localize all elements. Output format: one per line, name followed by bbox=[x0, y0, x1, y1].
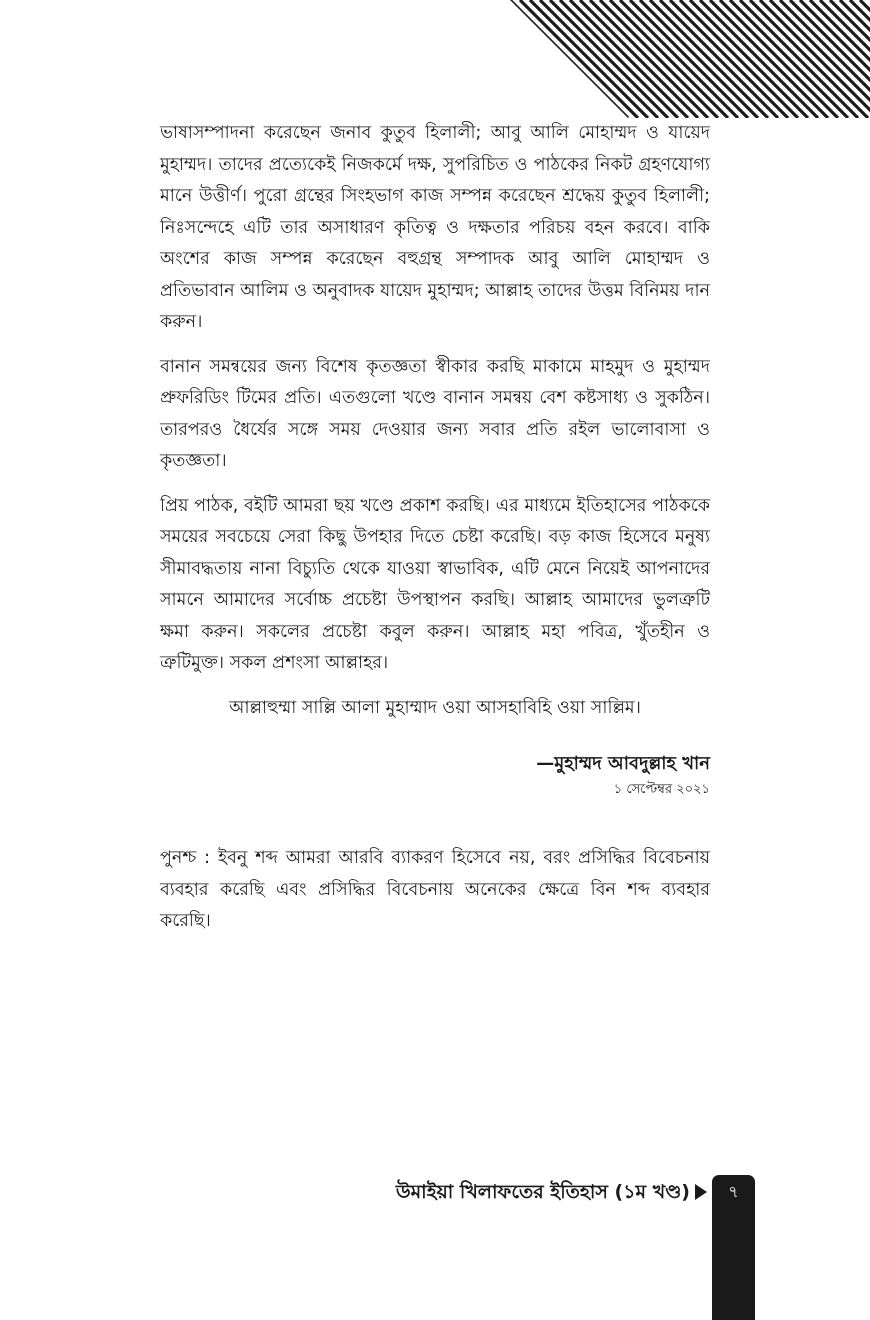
postscript: পুনশ্চ : ইবনু শব্দ আমরা আরবি ব্যাকরণ হিসেবে নয়, বরং প্রসিদ্ধির বিবেচনায় ব্যবহার করেছি এবং প্রসিদ্ধির বিবেচনায় অনেকের ক্ষেত্রে বিন শব্দ ব্যবহার করেছি। bbox=[160, 848, 710, 931]
corner-stripe-decoration bbox=[510, 0, 870, 118]
running-footer-title: উমাইয়া খিলাফতের ইতিহাস (১ম খণ্ড) bbox=[395, 1181, 690, 1203]
paragraph-reader: প্রিয় পাঠক, বইটি আমরা ছয় খণ্ডে প্রকাশ করছি। এর মাধ্যমে ইতিহাসের পাঠককে সময়ের সবচেয়ে সেরা কিছু উপহার দিতে চেষ্টা করেছি। বড় কাজ হিসেবে মনুষ্য সীমাবদ্ধতায় নানা বিচ্যুতি থেকে যাওয়া স্বাভাবিক, এটি মেনে নিয়েই আপনাদের সামনে আমাদের সর্বোচ্চ প্রচেষ্টা উপস্থাপন করছি। আল্লাহ আমাদের ভুলত্রুটি ক্ষমা করুন। সকলের প্রচেষ্টা কবুল করুন। আল্লাহ মহা পবিত্র, খুঁতহীন ও ত্রুটিমুক্ত। সকল প্রশংসা আল্লাহর। bbox=[160, 495, 710, 673]
paragraph-spelling: বানান সমন্বয়ের জন্য বিশেষ কৃতজ্ঞতা স্বীকার করছি মাকামে মাহমুদ ও মুহাম্মদ প্রুফরিডিং টিমের প্রতি। এতগুলো খণ্ডে বানান সমন্বয় বেশ কষ্টসাধ্য ও সুকঠিন। তারপরও ধৈর্যের সঙ্গে সময় দেওয়ার জন্য সবার প্রতি রইল ভালোবাসা ও কৃতজ্ঞতা। bbox=[160, 356, 710, 471]
page-number: ৭ bbox=[728, 1182, 739, 1201]
signature-name: —মুহাম্মদ আবদুল্লাহ খান bbox=[536, 753, 710, 774]
salutation: আল্লাহুম্মা সাল্লি আলা মুহাম্মাদ ওয়া আসহাবিহি ওয়া সাল্লিম। bbox=[229, 697, 641, 718]
signature-date: ১ সেপ্টেম্বর ২০২১ bbox=[613, 782, 710, 797]
signature-block bbox=[536, 750, 710, 800]
triangle-right-icon bbox=[694, 1183, 708, 1201]
main-text bbox=[160, 118, 710, 737]
page-number-tab bbox=[712, 1175, 755, 1320]
paragraph-editors: ভাষাসম্পাদনা করেছেন জনাব কুতুব হিলালী; আবু আলি মোহাম্মদ ও যায়েদ মুহাম্মদ। তাদের প্রত্যেকেই নিজকর্মে দক্ষ, সুপরিচিত ও পাঠকের নিকট গ্রহণযোগ্য মানে উত্তীর্ণ। পুরো গ্রন্থের সিংহভাগ কাজ সম্পন্ন করেছেন শ্রদ্ধেয় কুতুব হিলালী; নিঃসন্দেহে এটি তার অসাধারণ কৃতিত্ব ও দক্ষতার পরিচয় বহন করবে। বাকি অংশের কাজ সম্পন্ন করেছেন বহুগ্রন্থ সম্পাদক আবু আলি মোহাম্মদ ও প্রতিভাবান আলিম ও অনুবাদক যায়েদ মুহাম্মদ; আল্লাহ তাদের উত্তম বিনিময় দান করুন। bbox=[160, 123, 710, 332]
